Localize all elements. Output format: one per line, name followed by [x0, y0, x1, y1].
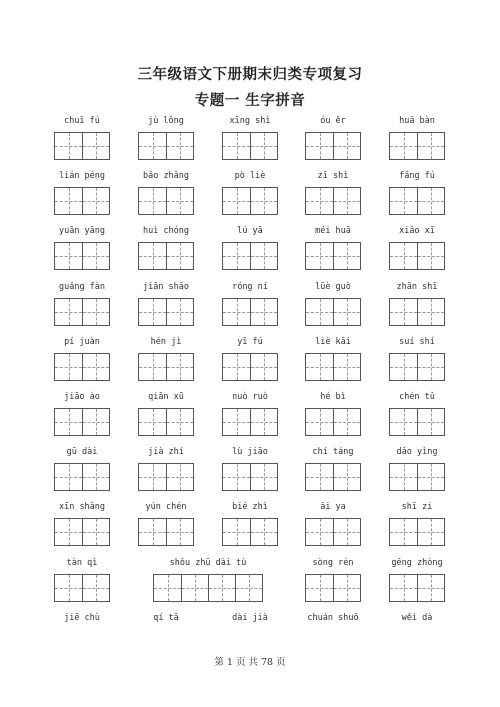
tianzige-answer-boxes[interactable]	[54, 353, 110, 381]
tianzige-cell[interactable]	[139, 133, 166, 159]
tianzige-answer-boxes[interactable]	[222, 518, 278, 546]
tianzige-answer-boxes[interactable]	[305, 463, 361, 491]
tianzige-answer-boxes[interactable]	[389, 187, 445, 215]
tianzige-cell[interactable]	[166, 299, 193, 325]
tianzige-answer-boxes[interactable]	[54, 187, 110, 215]
tianzige-answer-boxes[interactable]	[389, 132, 445, 160]
tianzige-cell[interactable]	[390, 354, 417, 380]
pinyin-prompt: lüè guò	[315, 281, 351, 292]
pinyin-prompt: lù jiāo	[232, 447, 268, 458]
pinyin-prompt: guǎng fàn	[58, 281, 106, 292]
tianzige-answer-boxes[interactable]	[54, 518, 110, 546]
pinyin-prompt: huā bàn	[399, 116, 435, 126]
tianzige-cell[interactable]	[417, 519, 444, 545]
tianzige-cell[interactable]	[166, 133, 193, 159]
tianzige-cell[interactable]	[139, 243, 166, 269]
tianzige-cell[interactable]	[139, 354, 166, 380]
tianzige-cell[interactable]	[250, 299, 277, 325]
tianzige-answer-boxes[interactable]	[222, 187, 278, 215]
tianzige-cell[interactable]	[139, 299, 166, 325]
tianzige-cell[interactable]	[333, 464, 360, 490]
tianzige-answer-boxes[interactable]	[138, 242, 194, 270]
pinyin-prompt: méi huā	[315, 226, 351, 237]
pinyin-prompt: bié zhì	[232, 502, 268, 513]
tianzige-cell[interactable]	[55, 409, 82, 435]
tianzige-cell[interactable]	[390, 133, 417, 159]
tianzige-cell[interactable]	[333, 188, 360, 214]
tianzige-cell[interactable]	[250, 354, 277, 380]
tianzige-cell[interactable]	[55, 575, 82, 601]
tianzige-cell[interactable]	[250, 188, 277, 214]
tianzige-cell[interactable]	[333, 299, 360, 325]
tianzige-cell[interactable]	[306, 464, 333, 490]
pinyin-prompt: yī fú	[237, 336, 263, 347]
pinyin-prompt: gēng zhòng	[391, 557, 443, 568]
pinyin-prompt: xīng shì	[229, 116, 271, 126]
pinyin-prompt: āi ya	[320, 502, 346, 513]
tianzige-answer-boxes[interactable]	[222, 408, 278, 436]
tianzige-answer-boxes[interactable]	[138, 132, 194, 160]
pinyin-prompt: nuò ruò	[232, 392, 268, 402]
pinyin-prompt: yuān yāng	[58, 226, 106, 237]
tianzige-cell[interactable]	[250, 243, 277, 269]
tianzige-cell[interactable]	[417, 354, 444, 380]
tianzige-cell[interactable]	[390, 464, 417, 490]
pinyin-prompt: yún chén	[145, 502, 187, 513]
tianzige-cell[interactable]	[306, 575, 333, 601]
tianzige-answer-boxes[interactable]	[305, 408, 361, 436]
tianzige-cell[interactable]	[166, 409, 193, 435]
tianzige-cell[interactable]	[55, 299, 82, 325]
tianzige-answer-boxes[interactable]	[153, 574, 263, 602]
section-title: 专题一 生字拼音	[194, 92, 306, 109]
pinyin-prompt: lú yā	[237, 226, 263, 237]
tianzige-cell[interactable]	[390, 243, 417, 269]
tianzige-answer-boxes[interactable]	[305, 518, 361, 546]
tianzige-cell[interactable]	[306, 299, 333, 325]
pinyin-prompt: tàn qì	[66, 557, 98, 568]
tianzige-cell[interactable]	[333, 354, 360, 380]
pinyin-prompt: chí táng	[312, 447, 354, 458]
tianzige-cell[interactable]	[166, 354, 193, 380]
tianzige-answer-boxes[interactable]	[389, 463, 445, 491]
tianzige-cell[interactable]	[333, 243, 360, 269]
pinyin-prompt: hén jì	[150, 336, 182, 347]
pinyin-prompt: róng ní	[232, 281, 268, 292]
tianzige-cell[interactable]	[82, 575, 109, 601]
pinyin-prompt: dǎo yìng	[396, 447, 438, 458]
tianzige-answer-boxes[interactable]	[54, 463, 110, 491]
tianzige-cell[interactable]	[139, 519, 166, 545]
tianzige-answer-boxes[interactable]	[222, 353, 278, 381]
tianzige-cell[interactable]	[223, 409, 250, 435]
pinyin-prompt: chuī fú	[64, 116, 100, 126]
tianzige-cell[interactable]	[223, 519, 250, 545]
pinyin-prompt: pí juàn	[64, 336, 100, 347]
tianzige-answer-boxes[interactable]	[138, 187, 194, 215]
pinyin-prompt: jià zhí	[148, 447, 184, 458]
tianzige-answer-boxes[interactable]	[389, 574, 445, 602]
tianzige-cell[interactable]	[139, 188, 166, 214]
tianzige-answer-boxes[interactable]	[305, 132, 361, 160]
tianzige-cell[interactable]	[417, 243, 444, 269]
tianzige-cell[interactable]	[417, 575, 444, 601]
tianzige-cell[interactable]	[250, 133, 277, 159]
tianzige-answer-boxes[interactable]	[389, 242, 445, 270]
pinyin-prompt: jiāo ào	[64, 392, 100, 402]
pinyin-prompt: shǒu zhū dài tù	[169, 557, 247, 568]
pinyin-prompt: sòng rén	[312, 557, 354, 568]
tianzige-cell[interactable]	[55, 519, 82, 545]
tianzige-cell[interactable]	[82, 188, 109, 214]
pinyin-prompt: chén tǔ	[399, 392, 435, 402]
tianzige-cell[interactable]	[333, 409, 360, 435]
tianzige-answer-boxes[interactable]	[389, 518, 445, 546]
tianzige-answer-boxes[interactable]	[389, 408, 445, 436]
tianzige-cell[interactable]	[250, 464, 277, 490]
pinyin-prompt: zhān shī	[396, 281, 438, 292]
pinyin-prompt: qiān xū	[148, 392, 184, 402]
tianzige-cell[interactable]	[166, 464, 193, 490]
tianzige-cell[interactable]	[333, 133, 360, 159]
tianzige-answer-boxes[interactable]	[54, 132, 110, 160]
pinyin-prompt: fǎng fú	[399, 171, 435, 182]
tianzige-answer-boxes[interactable]	[138, 518, 194, 546]
pinyin-prompt: bǎo zhǎng	[142, 171, 190, 182]
tianzige-cell[interactable]	[82, 409, 109, 435]
tianzige-cell[interactable]	[139, 409, 166, 435]
pinyin-prompt: jiē chù	[64, 612, 100, 623]
tianzige-answer-boxes[interactable]	[138, 298, 194, 326]
pinyin-prompt: suí shí	[399, 336, 435, 347]
pinyin-prompt: wěi dà	[401, 612, 433, 623]
page-number: 第 1 页 共 78 页	[214, 657, 286, 668]
tianzige-answer-boxes[interactable]	[305, 187, 361, 215]
pinyin-prompt: xiǎo xī	[399, 226, 435, 237]
tianzige-cell[interactable]	[306, 409, 333, 435]
tianzige-cell[interactable]	[223, 299, 250, 325]
tianzige-cell[interactable]	[417, 188, 444, 214]
tianzige-cell[interactable]	[82, 299, 109, 325]
tianzige-cell[interactable]	[306, 188, 333, 214]
tianzige-cell[interactable]	[82, 354, 109, 380]
tianzige-cell[interactable]	[55, 188, 82, 214]
tianzige-cell[interactable]	[417, 299, 444, 325]
tianzige-cell[interactable]	[208, 575, 235, 601]
tianzige-answer-boxes[interactable]	[222, 132, 278, 160]
tianzige-cell[interactable]	[55, 133, 82, 159]
pinyin-prompt: chuán shuō	[307, 612, 359, 623]
tianzige-answer-boxes[interactable]	[305, 353, 361, 381]
tianzige-cell[interactable]	[250, 519, 277, 545]
tianzige-cell[interactable]	[333, 519, 360, 545]
tianzige-cell[interactable]	[223, 464, 250, 490]
tianzige-cell[interactable]	[82, 519, 109, 545]
tianzige-cell[interactable]	[82, 133, 109, 159]
tianzige-cell[interactable]	[55, 354, 82, 380]
pinyin-prompt: huì chóng	[142, 226, 190, 237]
tianzige-answer-boxes[interactable]	[138, 463, 194, 491]
pinyin-prompt: hé bì	[320, 392, 346, 402]
tianzige-cell[interactable]	[139, 464, 166, 490]
pinyin-prompt: gū dài	[66, 447, 98, 458]
tianzige-cell[interactable]	[417, 133, 444, 159]
tianzige-cell[interactable]	[181, 575, 208, 601]
pinyin-prompt: lián péng	[58, 171, 106, 182]
tianzige-answer-boxes[interactable]	[305, 242, 361, 270]
tianzige-cell[interactable]	[82, 243, 109, 269]
page-title: 三年级语文下册期末归类专项复习	[137, 66, 363, 83]
tianzige-answer-boxes[interactable]	[54, 242, 110, 270]
tianzige-cell[interactable]	[306, 133, 333, 159]
tianzige-cell[interactable]	[333, 575, 360, 601]
pinyin-prompt: liè kāi	[315, 336, 351, 347]
tianzige-cell[interactable]	[166, 188, 193, 214]
tianzige-cell[interactable]	[223, 133, 250, 159]
tianzige-cell[interactable]	[417, 464, 444, 490]
tianzige-cell[interactable]	[306, 354, 333, 380]
tianzige-answer-boxes[interactable]	[138, 408, 194, 436]
pinyin-prompt: xīn shǎng	[58, 502, 106, 513]
tianzige-cell[interactable]	[306, 519, 333, 545]
tianzige-cell[interactable]	[390, 409, 417, 435]
tianzige-cell[interactable]	[223, 354, 250, 380]
tianzige-cell[interactable]	[390, 299, 417, 325]
pinyin-prompt: óu ěr	[320, 116, 346, 126]
tianzige-cell[interactable]	[55, 243, 82, 269]
tianzige-cell[interactable]	[250, 409, 277, 435]
tianzige-cell[interactable]	[306, 243, 333, 269]
tianzige-answer-boxes[interactable]	[389, 298, 445, 326]
tianzige-cell[interactable]	[235, 575, 262, 601]
tianzige-answer-boxes[interactable]	[54, 298, 110, 326]
pinyin-prompt: pò liè	[234, 171, 266, 182]
tianzige-cell[interactable]	[166, 243, 193, 269]
pinyin-prompt: jù lǒng	[148, 116, 184, 126]
tianzige-cell[interactable]	[390, 188, 417, 214]
tianzige-answer-boxes[interactable]	[138, 353, 194, 381]
tianzige-answer-boxes[interactable]	[305, 574, 361, 602]
pinyin-prompt: shī zi	[401, 502, 433, 513]
tianzige-answer-boxes[interactable]	[54, 574, 110, 602]
pinyin-prompt: qí tā	[153, 612, 179, 623]
tianzige-cell[interactable]	[390, 575, 417, 601]
tianzige-cell[interactable]	[417, 409, 444, 435]
tianzige-cell[interactable]	[223, 243, 250, 269]
tianzige-cell[interactable]	[154, 575, 181, 601]
pinyin-prompt: jiān shǎo	[142, 281, 190, 292]
tianzige-answer-boxes[interactable]	[389, 353, 445, 381]
pinyin-prompt: dài jià	[232, 612, 268, 623]
tianzige-answer-boxes[interactable]	[222, 298, 278, 326]
tianzige-answer-boxes[interactable]	[222, 463, 278, 491]
tianzige-answer-boxes[interactable]	[305, 298, 361, 326]
tianzige-answer-boxes[interactable]	[222, 242, 278, 270]
pinyin-prompt: zī shì	[317, 171, 349, 182]
tianzige-answer-boxes[interactable]	[54, 408, 110, 436]
tianzige-cell[interactable]	[223, 188, 250, 214]
tianzige-cell[interactable]	[390, 519, 417, 545]
tianzige-cell[interactable]	[166, 519, 193, 545]
tianzige-cell[interactable]	[82, 464, 109, 490]
tianzige-cell[interactable]	[55, 464, 82, 490]
